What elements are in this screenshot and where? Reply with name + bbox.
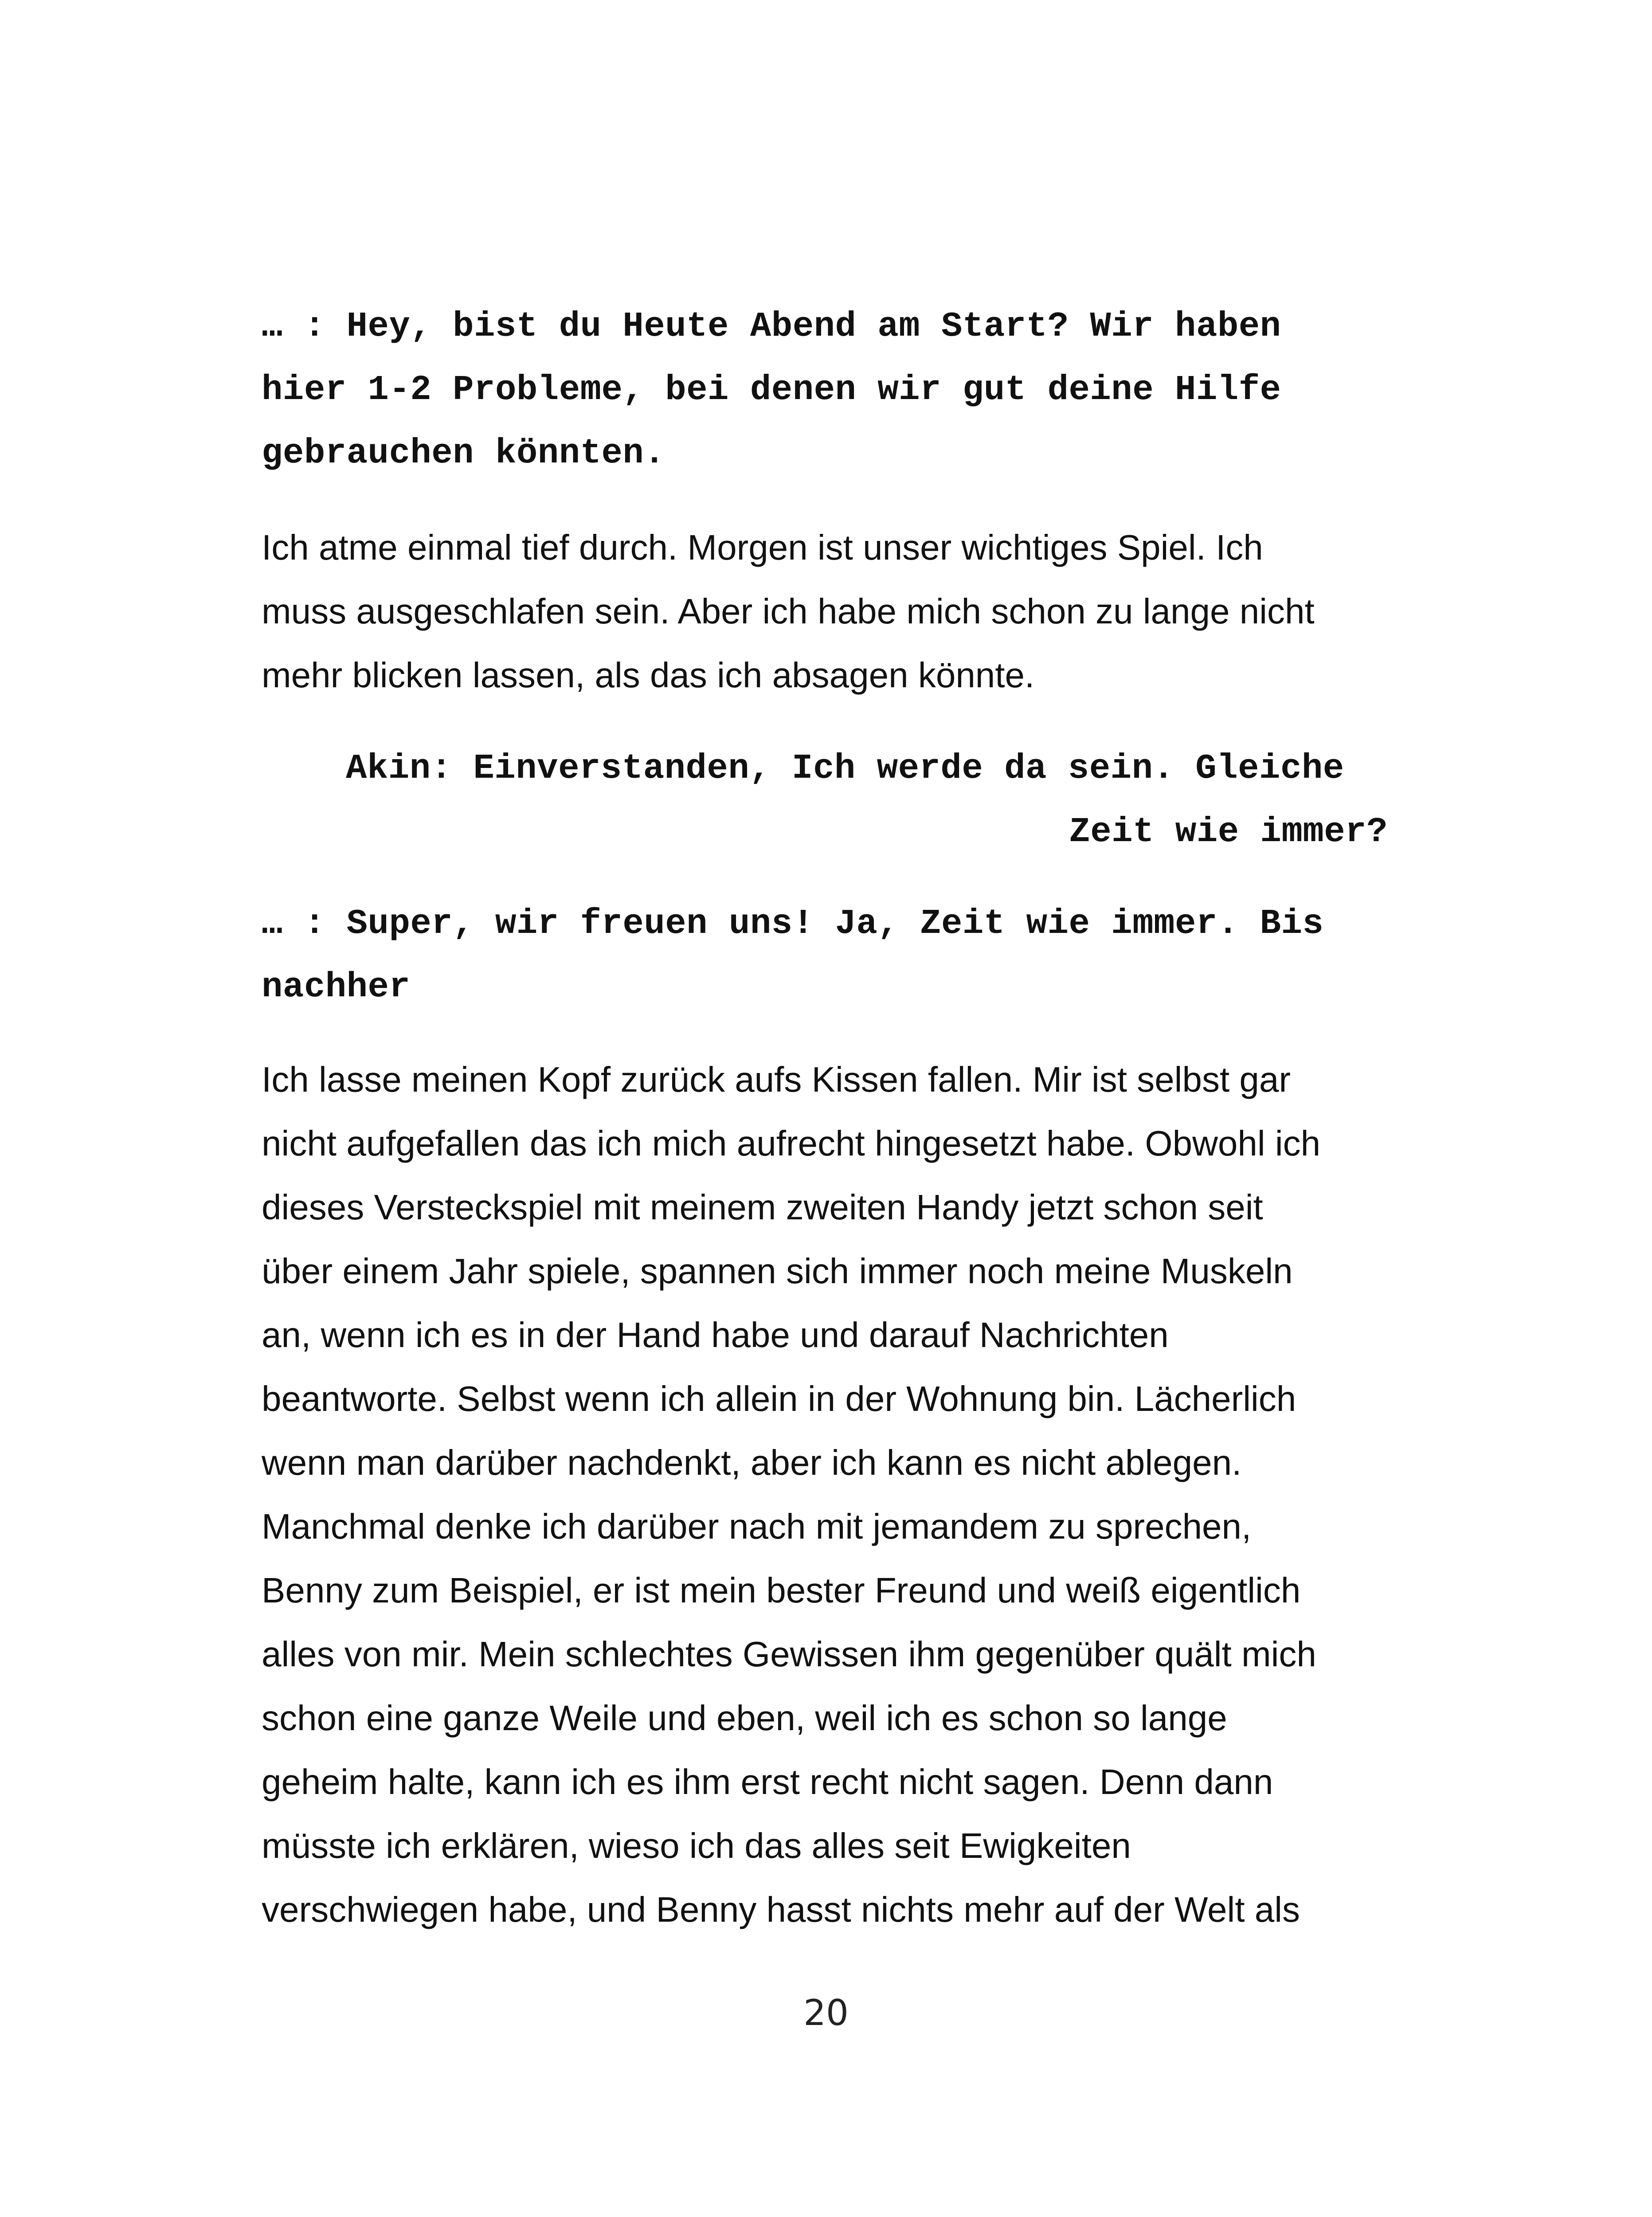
prose-line: Ich atme einmal tief durch. Morgen ist unser wichtiges Spiel. Ich	[262, 528, 1263, 567]
message-line: hier 1-2 Probleme, bei denen wir gut deine Hilfe	[262, 370, 1281, 410]
prose-line: beantworte. Selbst wenn ich allein in der Wohnung bin. Lächerlich	[262, 1379, 1296, 1418]
page-number: 20	[803, 1992, 849, 2033]
prose-line: müsste ich erklären, wieso ich das alles seit Ewigkeiten	[262, 1826, 1131, 1865]
prose-line: dieses Versteckspiel mit meinem zweiten Handy jetzt schon seit	[262, 1187, 1263, 1227]
chat-message-outgoing	[346, 737, 1388, 864]
prose-line: nicht aufgefallen das ich mich aufrecht hingesetzt habe. Obwohl ich	[262, 1124, 1321, 1163]
prose-paragraph	[262, 1048, 1392, 1942]
prose-line: an, wenn ich es in der Hand habe und darauf Nachrichten	[262, 1315, 1169, 1355]
message-line: … : Super, wir freuen uns! Ja, Zeit wie immer. Bis	[262, 904, 1324, 944]
prose-line: verschwiegen habe, und Benny hasst nichts mehr auf der Welt als	[262, 1890, 1300, 1929]
message-line: … : Hey, bist du Heute Abend am Start? Wir haben	[262, 306, 1281, 346]
chat-message-incoming	[262, 295, 1392, 485]
prose-line: alles von mir. Mein schlechtes Gewissen ihm gegenüber quält mich	[262, 1634, 1316, 1674]
message-line: gebrauchen könnten.	[262, 433, 665, 473]
prose-line: über einem Jahr spiele, spannen sich immer noch meine Muskeln	[262, 1251, 1293, 1291]
message-line: Zeit wie immer?	[1069, 812, 1388, 852]
prose-line: geheim halte, kann ich es ihm erst recht nicht sagen. Denn dann	[262, 1762, 1273, 1802]
message-line: Akin: Einverstanden, Ich werde da sein. Gleiche	[346, 748, 1344, 788]
message-line: nachher	[262, 967, 411, 1007]
prose-line: muss ausgeschlafen sein. Aber ich habe mich schon zu lange nicht	[262, 591, 1315, 631]
prose-line: wenn man darüber nachdenkt, aber ich kann es nicht ablegen.	[262, 1443, 1242, 1482]
prose-line: Ich lasse meinen Kopf zurück aufs Kissen fallen. Mir ist selbst gar	[262, 1060, 1291, 1099]
prose-line: mehr blicken lassen, als das ich absagen könnte.	[262, 655, 1035, 695]
prose-paragraph	[262, 516, 1392, 707]
prose-line: Benny zum Beispiel, er ist mein bester Freund und weiß eigentlich	[262, 1571, 1301, 1610]
chat-message-incoming	[262, 892, 1392, 1019]
prose-line: Manchmal denke ich darüber nach mit jemandem zu sprechen,	[262, 1507, 1252, 1546]
prose-line: schon eine ganze Weile und eben, weil ich es schon so lange	[262, 1698, 1227, 1738]
